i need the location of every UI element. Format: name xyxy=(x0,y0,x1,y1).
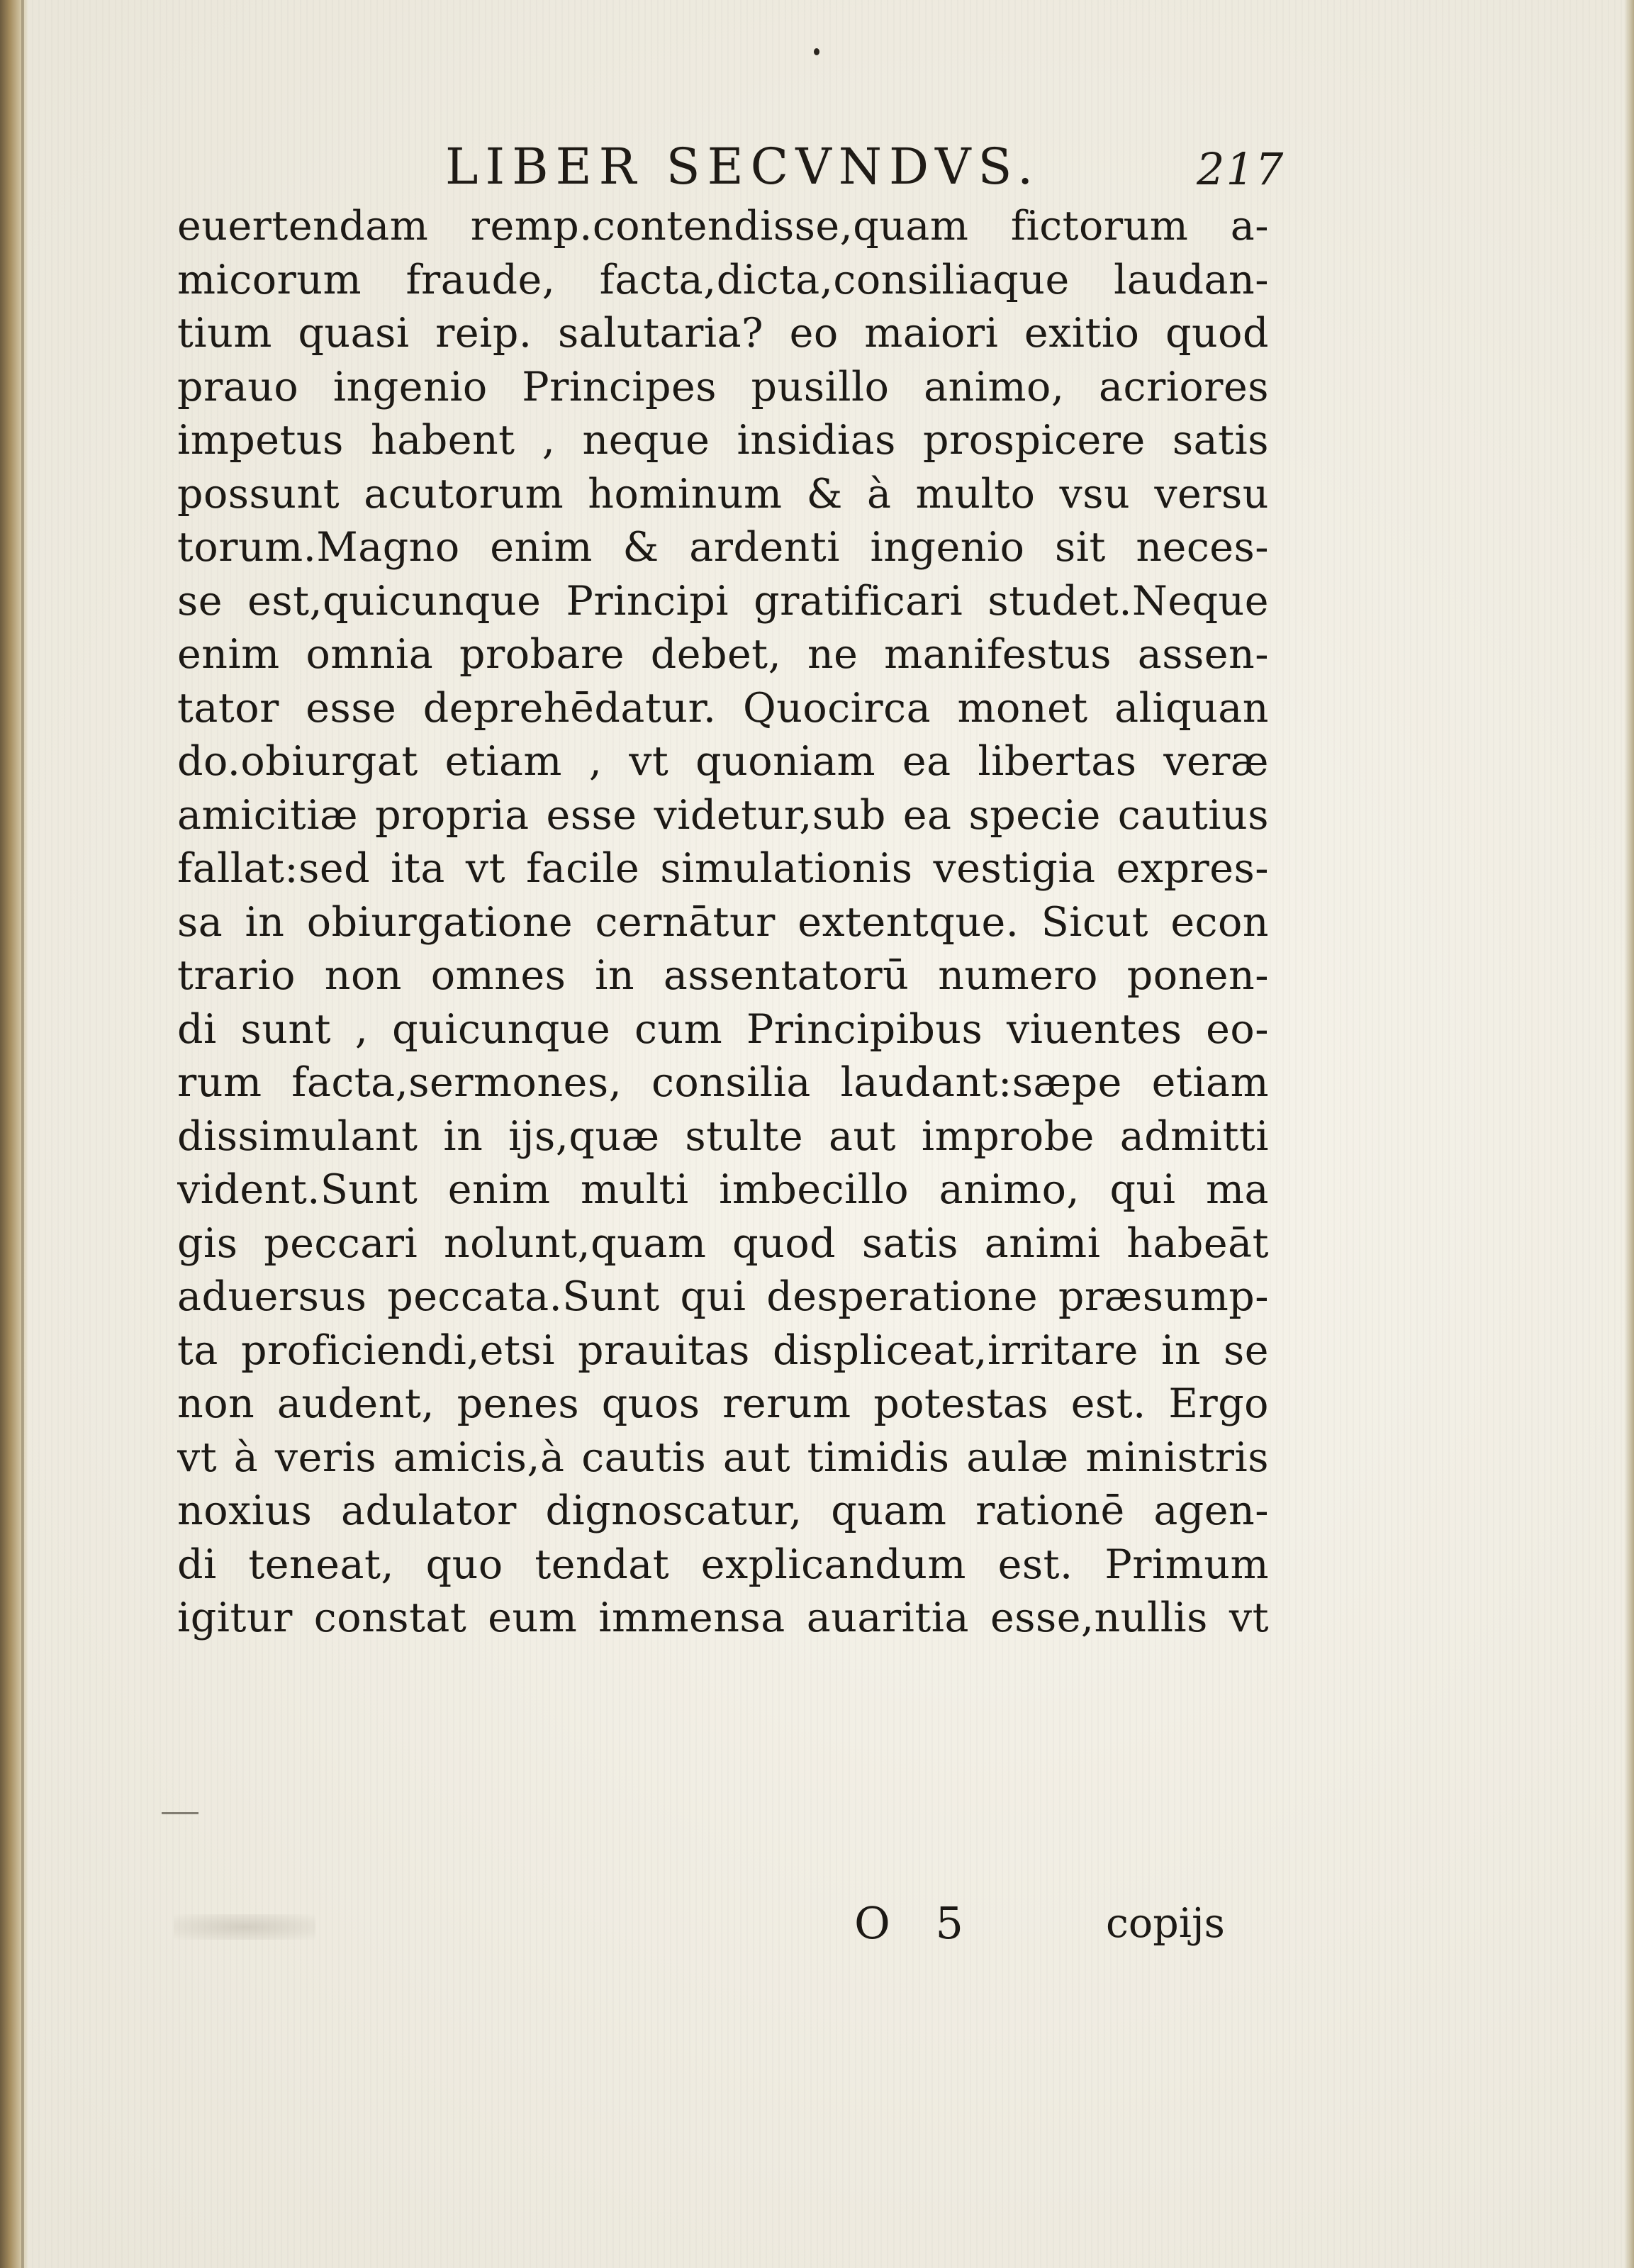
running-head xyxy=(0,135,1634,199)
text-line: impetus habent , neque insidias prospicere satis xyxy=(177,417,1269,464)
text-line: non audent, penes quos rerum potestas est. Ergo xyxy=(177,1380,1269,1427)
text-line: possunt acutorum hominum & à multo vsu versu xyxy=(177,470,1269,518)
text-line: rum facta,sermones, consilia laudant:sæpe etiam xyxy=(177,1059,1269,1106)
text-line: di teneat, quo tendat explicandum est. Primum xyxy=(177,1541,1269,1588)
text-line: igitur constat eum immensa auaritia esse,nullis vt xyxy=(177,1594,1269,1641)
text-line: tium quasi reip. salutaria? eo maiori exitio quod xyxy=(177,310,1269,357)
text-line: amicitiæ propria esse videtur,sub ea specie cautius xyxy=(177,791,1269,839)
text-line: euertendam remp.contendisse,quam fictorum a- xyxy=(177,203,1269,250)
catchword: copijs xyxy=(1106,1900,1225,1947)
margin-mark xyxy=(162,1812,198,1814)
text-line: enim omnia probare debet, ne manifestus assen- xyxy=(177,631,1269,678)
text-line: aduersus peccata.Sunt qui desperatione præsump- xyxy=(177,1273,1269,1320)
page-footer xyxy=(0,1892,1634,1955)
text-line: dissimulant in ijs,quæ stulte aut improbe admitti xyxy=(177,1112,1269,1160)
text-line: micorum fraude, facta,dicta,consiliaque laudan- xyxy=(177,256,1269,303)
body-text xyxy=(177,200,1269,1646)
text-line: prauo ingenio Principes pusillo animo, acriores xyxy=(177,363,1269,410)
page-number: 217 xyxy=(1197,143,1285,195)
text-line: sa in obiurgatione cernātur extentque. Sicut econ xyxy=(177,898,1269,946)
text-line: tator esse deprehēdatur. Quocirca monet aliquan xyxy=(177,684,1269,732)
running-title: LIBER SECVNDVS. xyxy=(445,138,1041,196)
text-line: gis peccari nolunt,quam quod satis animi habeāt xyxy=(177,1219,1269,1267)
text-line: do.obiurgat etiam , vt quoniam ea libertas veræ xyxy=(177,738,1269,785)
text-line: ta proficiendi,etsi prauitas displiceat,irritare in se xyxy=(177,1326,1269,1374)
ink-speck xyxy=(814,48,819,55)
text-line: vident.Sunt enim multi imbecillo animo, qui ma xyxy=(177,1166,1269,1213)
text-line: torum.Magno enim & ardenti ingenio sit neces- xyxy=(177,524,1269,571)
text-line: trario non omnes in assentatorū numero ponen- xyxy=(177,952,1269,999)
text-line: di sunt , quicunque cum Principibus viuentes eo- xyxy=(177,1005,1269,1053)
text-line: vt à veris amicis,à cautis aut timidis aulæ ministris xyxy=(177,1434,1269,1481)
text-line: noxius adulator dignoscatur, quam rationē agen- xyxy=(177,1487,1269,1534)
text-line: fallat:sed ita vt facile simulationis vestigia expres- xyxy=(177,845,1269,892)
signature-mark: O 5 xyxy=(854,1897,979,1949)
text-line: se est,quicunque Principi gratificari studet.Neque xyxy=(177,577,1269,625)
